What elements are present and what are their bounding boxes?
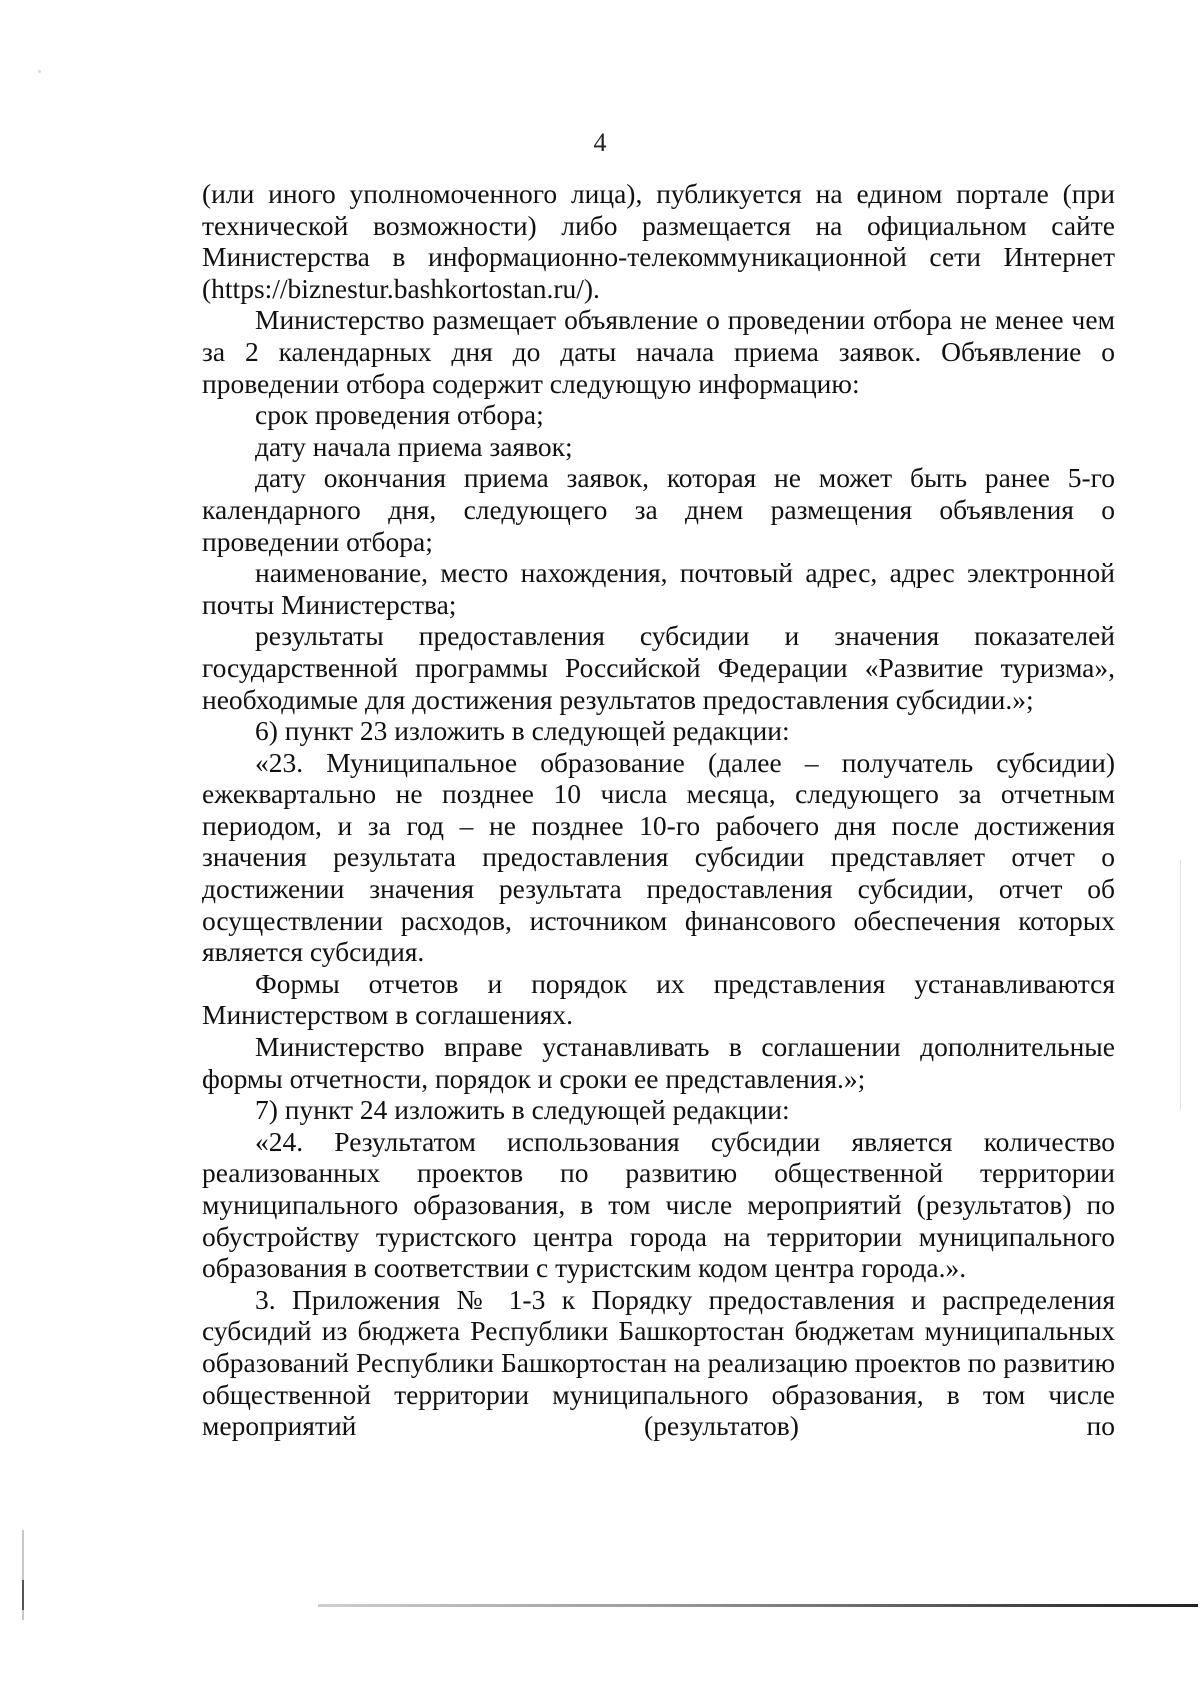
paragraph-additional-forms: Министерство вправе устанавливать в соглашении дополнительные формы отчетности, порядок и сроки ее представления.»; [202, 1031, 1115, 1094]
paragraph-item-6: 6) пункт 23 изложить в следующей редакции: [255, 715, 790, 747]
paragraph-item-7: 7) пункт 24 изложить в следующей редакции: [255, 1094, 790, 1126]
list-item-end-date: дату окончания приема заявок, которая не может быть ранее 5-го календарного дня, следующего за днем размещения объявления о проведении отбора; [202, 462, 1115, 557]
list-item-selection-period: срок проведения отбора; [255, 399, 544, 431]
scan-artifact [22, 1580, 24, 1610]
paragraph-clause-23: «23. Муниципальное образование (далее – получатель субсидии) ежеквартально не позднее 10 числа месяца, следующего за отчетным периодом, и за год – не позднее 10-го рабочего дня после достижения значения результата предоставления субсидии представляет отчет о достижении значения результата предоставления субсидии, отчет об осуществлении расходов, источником финансового обеспечения которых является субсидия. [202, 746, 1115, 968]
list-item-ministry-contacts: наименование, место нахождения, почтовый адрес, адрес электронной почты Министерства; [202, 557, 1115, 620]
page-number: 4 [593, 128, 607, 157]
list-item-start-date: дату начала приема заявок; [255, 430, 573, 462]
scan-artifact [1180, 860, 1181, 1110]
paragraph-announcement: Министерство размещает объявление о проведении отбора не менее чем за 2 календарных дня до даты начала приема заявок. Объявление о проведении отбора содержит следующую информацию: [202, 304, 1115, 399]
paragraph-clause-24: «24. Результатом использования субсидии является количество реализованных проектов по развитию общественной территории муниципального образования, в том числе мероприятий (результатов) по обустройству туристского центра города на территории муниципального образования в соответствии с туристским кодом центра города.». [202, 1125, 1115, 1284]
paragraph-report-forms: Формы отчетов и порядок их представления устанавливаются Министерством в соглашениях. [202, 967, 1115, 1031]
scan-artifact [318, 1604, 1198, 1607]
paragraph-section-3: 3. Приложения № 1-3 к Порядку предоставления и распределения субсидий из бюджета Республики Башкортостан бюджетам муниципальных образований Республики Башкортостан на реализацию проектов по развитию общественной территории муниципального образования, в том числе мероприятий (результатов) по [202, 1283, 1115, 1442]
document-body [202, 178, 1115, 1442]
list-item-results: результаты предоставления субсидии и значения показателей государственной программы Российской Федерации «Развитие туризма», необходимые для достижения результатов предоставления субсидии.»; [202, 620, 1115, 715]
scan-artifact [38, 70, 41, 73]
paragraph-continuation: (или иного уполномоченного лица), публикуется на едином портале (при технической возможности) либо размещается на официальном сайте Министерства в информационно-телекоммуникационной сети Интернет (https://biznestur.bashkortostan.ru/). [202, 178, 1115, 304]
